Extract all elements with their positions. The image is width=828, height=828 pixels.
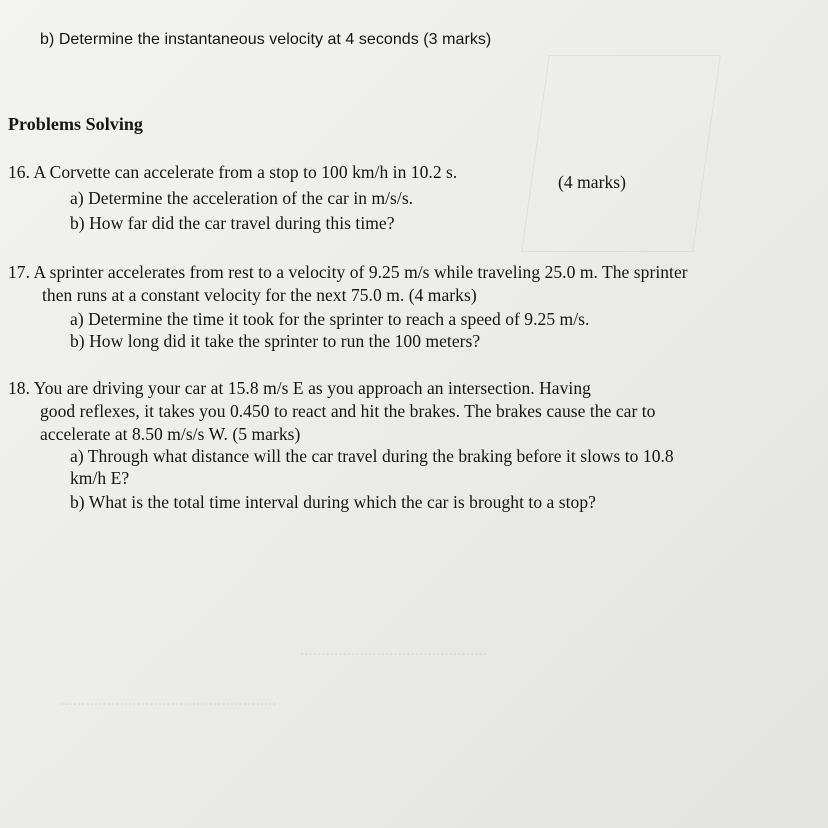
q18-part-b: b) What is the total time interval during which the car is brought to a stop? <box>70 492 596 512</box>
q17-line-1: 17. A sprinter accelerates from rest to a velocity of 9.25 m/s while traveling 25.0 m. The sprinter <box>8 262 688 282</box>
q18-line-1: 18. You are driving your car at 15.8 m/s E as you approach an intersection. Having <box>8 378 591 398</box>
q17-part-a: a) Determine the time it took for the sprinter to reach a speed of 9.25 m/s. <box>70 309 590 329</box>
q16-part-b: b) How far did the car travel during this time? <box>70 213 395 233</box>
q16-marks: (4 marks) <box>558 172 626 192</box>
q18-line-2: good reflexes, it takes you 0.450 to react and hit the brakes. The brakes cause the car to <box>40 401 656 421</box>
bleed-through-text: ............................................ <box>300 640 487 659</box>
bleed-through-graph <box>521 55 721 252</box>
bleed-through-text: ................................................... <box>60 690 277 709</box>
q18-line-3: accelerate at 8.50 m/s/s W. (5 marks) <box>40 424 301 444</box>
q18-part-a-line-1: a) Through what distance will the car travel during the braking before it slows to 10.8 <box>70 446 674 466</box>
q18-part-a-line-2: km/h E? <box>70 468 130 488</box>
q17-part-b: b) How long did it take the sprinter to run the 100 meters? <box>70 331 481 351</box>
q16-part-a: a) Determine the acceleration of the car in m/s/s. <box>70 188 414 208</box>
question-part-b-previous: b) Determine the instantaneous velocity at 4 seconds (3 marks) <box>40 31 492 48</box>
section-heading: Problems Solving <box>8 114 143 134</box>
q17-line-2: then runs at a constant velocity for the next 75.0 m. (4 marks) <box>42 285 477 305</box>
q16-stem: 16. A Corvette can accelerate from a stop to 100 km/h in 10.2 s. <box>8 162 458 182</box>
